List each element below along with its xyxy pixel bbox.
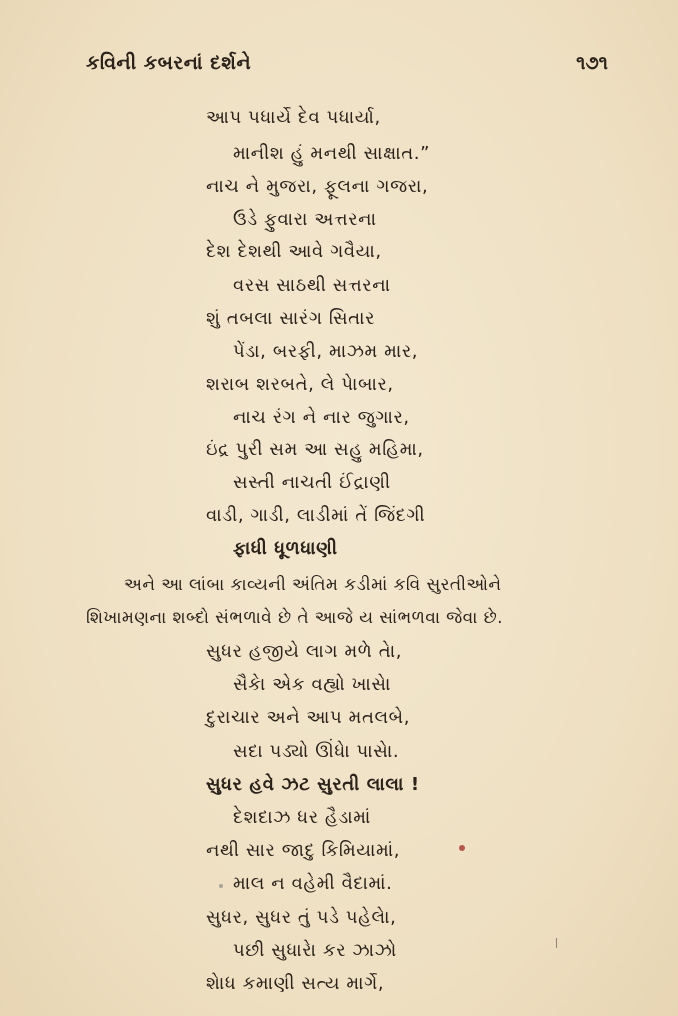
- poem-line: વાડી, ગાડી, લાડીમાં તેં જિંદગી: [206, 505, 426, 526]
- poem-line: સદા પડ્યો ઊંધેા પાસેા.: [233, 741, 400, 762]
- print-speck: [219, 884, 223, 888]
- poem-line: સસ્તી નાચતી ઈંદ્રાણી: [233, 472, 391, 493]
- poem-line: ફાધી ધૂળધાણી: [233, 538, 338, 559]
- poem-line: આપ પધાર્યે દેવ પધાર્યા,: [206, 107, 381, 128]
- poem-line: દુરાચાર અને આપ મતલબે,: [206, 707, 411, 728]
- poem-line: શેાધ કમાણી સત્ય માર્ગે,: [206, 973, 385, 994]
- page-header: [86, 52, 608, 84]
- poem-line: સુધર હવે ઝટ સુરતી લાલા !: [206, 774, 420, 795]
- page-number: ૧૭૧: [576, 52, 608, 74]
- poem-line: શું તબલા સારંગ સિતાર: [206, 308, 375, 329]
- poem-line: દેશ દેશથી આવે ગવૈયા,: [206, 241, 382, 262]
- prose-line: શિખામણના શબ્દો સંભળાવે છે તે આજે ય સાંભળવા જેવા છે.: [86, 608, 503, 628]
- running-head: કવિની કબરનાં દર્શને: [86, 52, 252, 74]
- poem-line: માલ ન વહેમી વૈદામાં.: [233, 873, 393, 894]
- poem-line: શરાબ શરબતે, લે પેાબાર,: [206, 374, 394, 395]
- poem-line: નથી સાર જાદુ કિમિયામાં,: [206, 840, 401, 861]
- poem-line: નાચ રંગ ને નાર જુગાર,: [233, 407, 410, 428]
- poem-line: નાચ ને મુજરા, ફૂલના ગજરા,: [206, 176, 429, 197]
- poem-line: ઉડે ફુવારા અત્તરના: [233, 209, 377, 230]
- poem-line: માનીશ હું મનથી સાક્ષાત.”: [233, 143, 431, 164]
- poem-line: સુધર, સુધર તું પડે પહેલેા,: [206, 907, 397, 928]
- print-mark: [556, 938, 557, 948]
- poem-line: ઇંદ્ર પુરી સમ આ સહુ મહિમા,: [206, 439, 424, 460]
- poem-line: પછી સુધારેા કર ઝાઝો: [233, 940, 397, 961]
- poem-line: સૈકેા એક વહ્યો ખાસેા: [233, 674, 392, 695]
- ink-spot: [459, 845, 465, 851]
- poem-line: વરસ સાઠથી સત્તરના: [233, 275, 391, 296]
- prose-line: અને આ લાંબા કાવ્યની અંતિમ કડીમાં કવિ સુરતીઓને: [124, 575, 502, 595]
- poem-line: પેંડા, બરફી, માઝમ માર,: [233, 341, 419, 362]
- poem-line: સુધર હજીયે લાગ મળે તેા,: [206, 641, 403, 662]
- poem-line: દેશદાઝ ધર હૈડામાં: [233, 807, 371, 828]
